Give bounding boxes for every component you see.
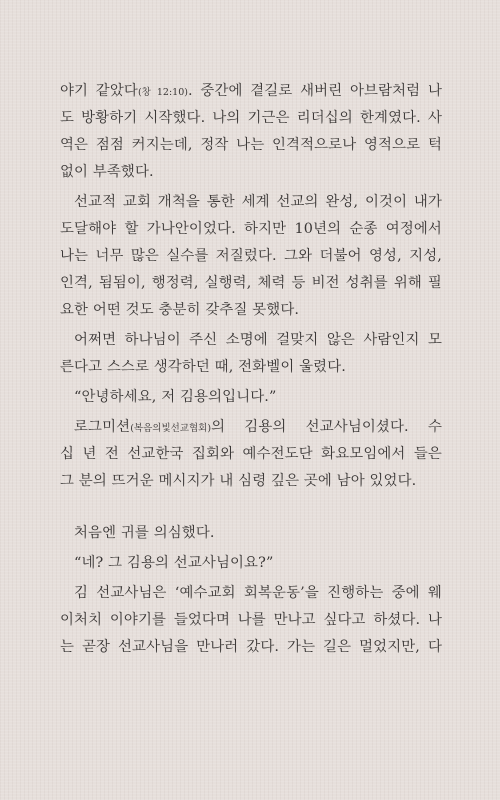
book-page-text bbox=[60, 78, 442, 661]
paragraph-start-line: 처음엔 귀를 의심했다. bbox=[74, 525, 215, 541]
organization-note: (복음의빛선교협회) bbox=[130, 423, 212, 434]
text-line: 나는 너무 많은 실수를 저질렀다. 그와 더불어 영성, 지성, bbox=[60, 248, 442, 264]
text-line: 그 분의 뜨거운 메시지가 내 심령 깊은 곳에 남아 있었다. bbox=[60, 473, 417, 489]
paragraph-start-line: 김 선교사님은 ‘예수교회 회복운동’을 진행하는 중에 웨 bbox=[74, 585, 442, 601]
paragraph-start-line: 로그미션(복음의빛선교협회)의 김용의 선교사님이셨다. 수 bbox=[74, 419, 442, 435]
quoted-speech: “안녕하세요, 저 김용의입니다.” bbox=[74, 389, 277, 405]
text-line: 인격, 됨됨이, 행정력, 실행력, 체력 등 비전 성취를 위해 필 bbox=[60, 275, 442, 291]
text-line: 없이 부족했다. bbox=[60, 164, 154, 180]
paragraph-start-line: 선교적 교회 개척을 통한 세계 선교의 완성, 이것이 내가 bbox=[74, 194, 442, 210]
section-break bbox=[60, 495, 442, 520]
text-line: 도달해야 할 가나안이었다. 하지만 10년의 순종 여정에서 bbox=[60, 221, 442, 237]
text-line: 야기 같았다(창 12:10). 중간에 곁길로 새버린 아브람처럼 나 bbox=[60, 83, 442, 99]
text-line: 십 년 전 선교한국 집회와 예수전도단 화요모임에서 들은 bbox=[60, 446, 442, 462]
text-line: 요한 어떤 것도 충분히 갖추질 못했다. bbox=[60, 302, 300, 318]
paragraph-start-line: 어쩌면 하나님이 주신 소명에 걸맞지 않은 사람인지 모 bbox=[74, 332, 442, 348]
text-line: 이처치 이야기를 들었다며 나를 만나고 싶다고 하셨다. 나 bbox=[60, 612, 442, 628]
text-line: 역은 점점 커지는데, 정작 나는 인격적으로나 영적으로 턱 bbox=[60, 137, 442, 153]
text-line: 른다고 스스로 생각하던 때, 전화벨이 울렸다. bbox=[60, 359, 346, 375]
scripture-reference: (창 12:10) bbox=[137, 87, 188, 98]
text-line: 는 곧장 선교사님을 만나러 갔다. 가는 길은 멀었지만, 다 bbox=[60, 639, 442, 655]
text-line: 도 방황하기 시작했다. 나의 기근은 리더십의 한계였다. 사 bbox=[60, 110, 442, 126]
quoted-speech: “네? 그 김용의 선교사님이요?” bbox=[74, 555, 274, 571]
